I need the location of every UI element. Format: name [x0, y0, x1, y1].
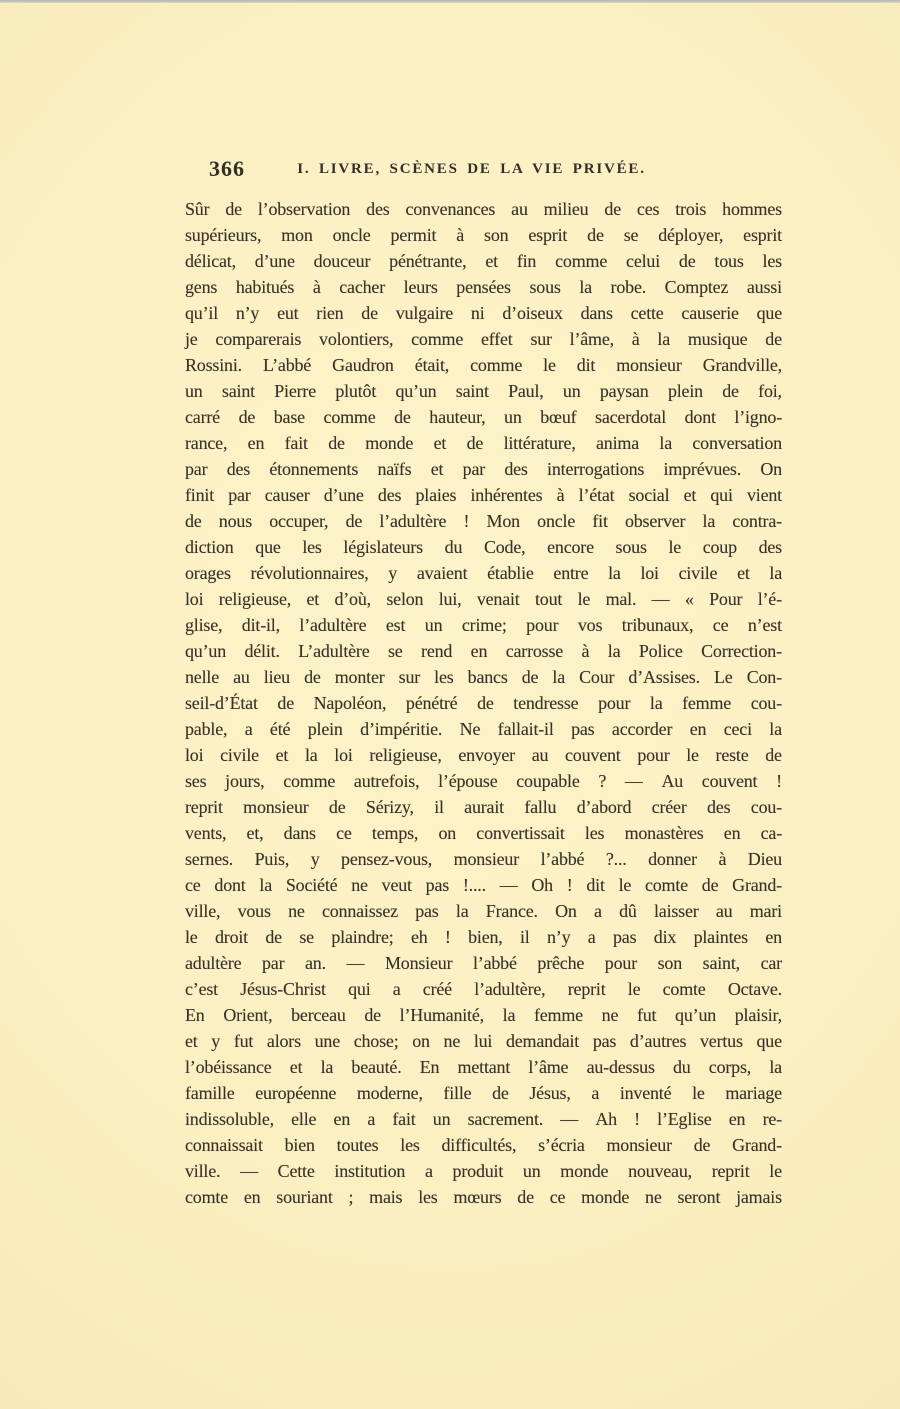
- text-line: loi civile et la loi religieuse, envoyer au couvent pour le reste de: [185, 745, 782, 765]
- text-line: diction que les législateurs du Code, encore sous le coup des: [185, 537, 782, 557]
- text-line: c’est Jésus-Christ qui a créé l’adultère, reprit le comte Octave.: [185, 979, 782, 999]
- text-line: carré de base comme de hauteur, un bœuf sacerdotal dont l’igno-: [185, 407, 782, 427]
- text-line: gens habitués à cacher leurs pensées sous la robe. Comptez aussi: [185, 277, 782, 297]
- text-line: ville. — Cette institution a produit un monde nouveau, reprit le: [185, 1161, 782, 1181]
- text-line: qu’un délit. L’adultère se rend en carrosse à la Police Correction-: [185, 641, 782, 661]
- text-line: loi religieuse, et d’où, selon lui, venait tout le mal. — « Pour l’é-: [185, 589, 782, 609]
- text-line: En Orient, berceau de l’Humanité, la femme ne fut qu’un plaisir,: [185, 1005, 782, 1025]
- text-line: seil-d’État de Napoléon, pénétré de tendresse pour la femme cou-: [185, 693, 782, 713]
- scan-edge-strip: [0, 0, 900, 3]
- text-line: reprit monsieur de Sérizy, il aurait fallu d’abord créer des cou-: [185, 797, 782, 817]
- page-number: 366: [209, 156, 245, 181]
- text-line: famille européenne moderne, fille de Jésus, a inventé le mariage: [185, 1083, 782, 1103]
- text-line: le droit de se plaindre; eh ! bien, il n’y a pas dix plaintes en: [185, 927, 782, 947]
- text-line: qu’il n’y eut rien de vulgaire ni d’oiseux dans cette causerie que: [185, 303, 782, 323]
- text-line: ville, vous ne connaissez pas la France. On a dû laisser au mari: [185, 901, 782, 921]
- text-line: supérieurs, mon oncle permit à son esprit de se déployer, esprit: [185, 225, 782, 245]
- text-line: de nous occuper, de l’adultère ! Mon oncle fit observer la contra-: [185, 511, 782, 531]
- text-line: sernes. Puis, y pensez-vous, monsieur l’abbé ?... donner à Dieu: [185, 849, 782, 869]
- text-line: Rossini. L’abbé Gaudron était, comme le dit monsieur Grandville,: [185, 355, 782, 375]
- text-line: adultère par an. — Monsieur l’abbé prêche pour son saint, car: [185, 953, 782, 973]
- text-line: pable, a été plein d’impéritie. Ne fallait-il pas accorder en ceci la: [185, 719, 782, 739]
- text-line: par des étonnements naïfs et par des interrogations imprévues. On: [185, 459, 782, 479]
- text-line: orages révolutionnaires, y avaient établie entre la loi civile et la: [185, 563, 782, 583]
- text-line: l’obéissance et la beauté. En mettant l’âme au-dessus du corps, la: [185, 1057, 782, 1077]
- text-line: connaissait bien toutes les difficultés, s’écria monsieur de Grand-: [185, 1135, 782, 1155]
- text-line: un saint Pierre plutôt qu’un saint Paul, un paysan plein de foi,: [185, 381, 782, 401]
- text-line: rance, en fait de monde et de littérature, anima la conversation: [185, 433, 782, 453]
- page-header: [185, 156, 782, 186]
- text-line: et y fut alors une chose; on ne lui demandait pas d’autres vertus que: [185, 1031, 782, 1051]
- text-line: Sûr de l’observation des convenances au milieu de ces trois hommes: [185, 199, 782, 219]
- running-title: I. LIVRE, SCÈNES DE LA VIE PRIVÉE.: [297, 161, 646, 177]
- text-line: ce dont la Société ne veut pas !.... — Oh ! dit le comte de Grand-: [185, 875, 782, 895]
- text-line: comte en souriant ; mais les mœurs de ce monde ne seront jamais: [185, 1187, 782, 1207]
- body-text: [185, 196, 782, 1210]
- text-line: finit par causer d’une des plaies inhérentes à l’état social et qui vient: [185, 485, 782, 505]
- text-line: indissoluble, elle en a fait un sacrement. — Ah ! l’Eglise en re-: [185, 1109, 782, 1129]
- text-line: glise, dit-il, l’adultère est un crime; pour vos tribunaux, ce n’est: [185, 615, 782, 635]
- text-line: vents, et, dans ce temps, on convertissait les monastères en ca-: [185, 823, 782, 843]
- text-line: je comparerais volontiers, comme effet sur l’âme, à la musique de: [185, 329, 782, 349]
- text-line: nelle au lieu de monter sur les bancs de la Cour d’Assises. Le Con-: [185, 667, 782, 687]
- text-line: ses jours, comme autrefois, l’épouse coupable ? — Au couvent !: [185, 771, 782, 791]
- text-line: délicat, d’une douceur pénétrante, et fin comme celui de tous les: [185, 251, 782, 271]
